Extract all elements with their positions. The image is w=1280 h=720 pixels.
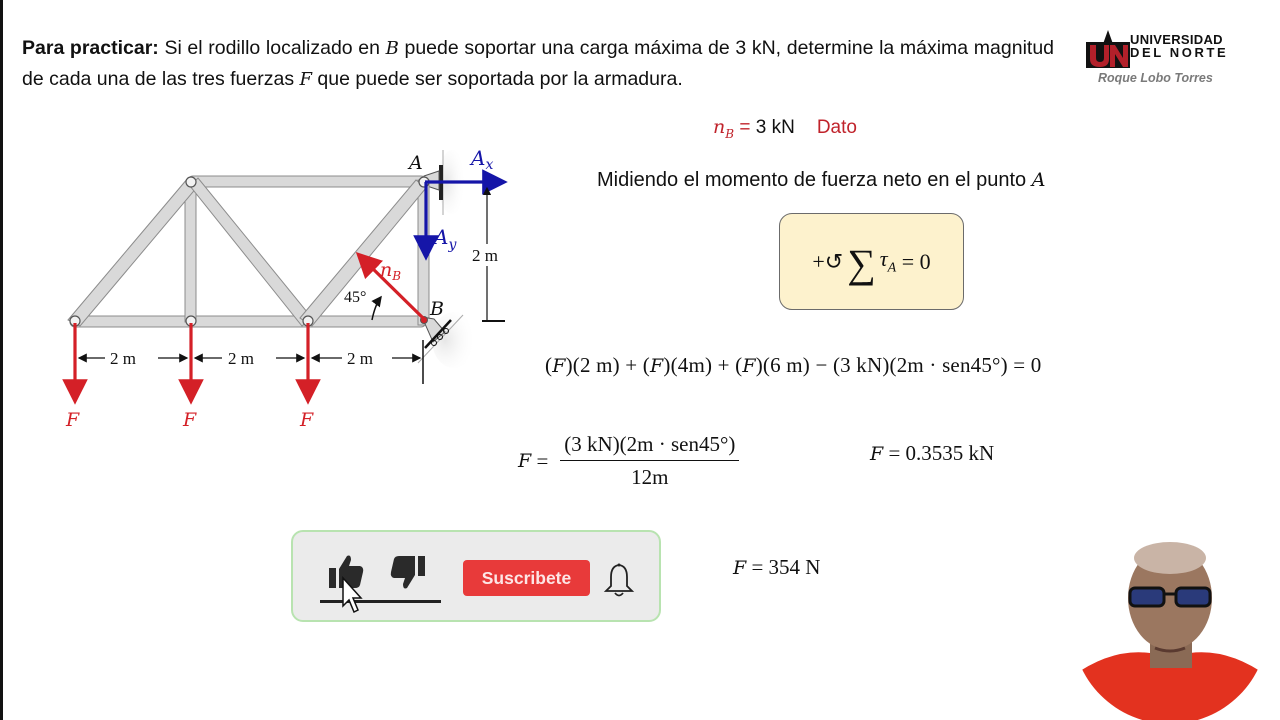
angle-label: 45° — [344, 289, 367, 306]
thumbs-down-icon[interactable] — [387, 554, 427, 594]
force-label-3: F — [300, 409, 314, 431]
given-equals: = — [734, 117, 756, 138]
lhs-equals: = — [531, 448, 549, 473]
problem-statement — [22, 33, 1054, 95]
university-logo — [1084, 22, 1234, 92]
force-label-1: F — [66, 409, 80, 431]
university-name-line1: UNIVERSIDAD — [1130, 32, 1223, 47]
fraction-numerator: (3 kN)(2m · sen45°) — [560, 432, 739, 461]
mouse-cursor-icon — [341, 576, 365, 616]
var-B: B — [385, 38, 399, 59]
fraction — [560, 432, 739, 490]
truss-members — [68, 176, 429, 327]
height-label: 2 m — [472, 246, 498, 265]
problem-text-3: que puede ser soportada por la armadura. — [312, 68, 683, 90]
label-A: A — [409, 152, 423, 174]
var-F: F — [299, 69, 313, 90]
fraction-denominator: 12m — [631, 465, 669, 489]
moment-statement — [597, 169, 1045, 192]
ccw-sign: +↺ — [812, 248, 844, 274]
label-Ay: $A_y$ — [434, 225, 457, 253]
label-B: B — [430, 298, 444, 320]
span-label-1: 2 m — [110, 349, 136, 368]
lhs-var: F — [518, 450, 532, 472]
solve-F-equation — [518, 432, 739, 490]
author-name: Roque Lobo Torres — [1098, 71, 1213, 85]
label-Ax: $A_x$ — [471, 146, 494, 173]
given-value — [713, 116, 857, 141]
un-emblem-icon — [1086, 30, 1130, 70]
truss-diagram — [50, 140, 520, 440]
label-nB: $n_B$ — [380, 259, 402, 283]
result-kN: F = 0.3535 kN — [870, 441, 995, 465]
result-N: F = 354 N — [733, 555, 821, 579]
university-name — [1130, 33, 1228, 59]
like-underline — [320, 600, 441, 603]
subscribe-button[interactable]: Suscribete — [463, 560, 590, 596]
bell-icon[interactable] — [603, 562, 635, 598]
university-name-line2: DEL NORTE — [1130, 45, 1229, 60]
moment-point: A — [1031, 169, 1046, 191]
slide-left-border — [0, 0, 3, 720]
problem-text-2: puede soportar una carga máxima de 3 kN, determine la máxima magnitud de cada una de las tres fuerzas — [22, 37, 1055, 90]
roller-support-B — [418, 312, 476, 368]
moment-sum-equation: (F)(2 m) + (F)(4m) + (F)(6 m) − (3 kN)(2m · sen45°) = 0 — [545, 353, 1042, 377]
moment-statement-text: Midiendo el momento de fuerza neto en el punto — [597, 169, 1032, 191]
problem-text-1: Si el rodillo localizado en — [158, 37, 386, 59]
presenter-webcam — [1070, 528, 1270, 720]
given-amount: 3 kN — [755, 117, 795, 138]
problem-label: Para practicar: — [22, 37, 159, 59]
applied-forces — [65, 323, 314, 431]
force-label-2: F — [183, 409, 197, 431]
span-label-2: 2 m — [228, 349, 254, 368]
given-tag: Dato — [816, 117, 857, 138]
equation-rhs: = 0 — [896, 248, 931, 274]
sigma-symbol: ∑ — [847, 241, 876, 286]
tau-symbol: $\tau_A$ — [879, 246, 897, 276]
span-label-3: 2 m — [347, 349, 373, 368]
moment-equation-box — [779, 213, 964, 310]
given-symbol: $n_B$ — [713, 116, 735, 141]
subscribe-overlay — [291, 530, 661, 622]
